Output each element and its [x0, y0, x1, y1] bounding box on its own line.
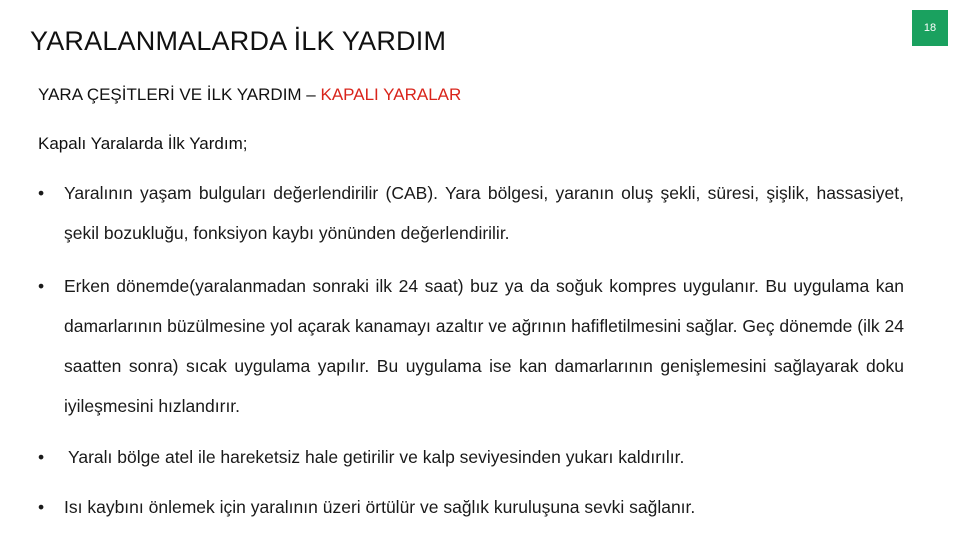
- bullet-text: Erken dönemde(yaralanmadan sonraki ilk 24 saat) buz ya da soğuk kompres uygulanır. Bu uygulama kan damarlarının büzülmesine yol açarak kanamayı azaltır ve ağrının hafifletilmesini sağlar. Geç dönemde (ilk 24 saatten sonra) sıcak uygulama yapılır. Bu uygulama ise kan damarlarının genişlemesini sağlayarak doku iyileşmesini hızlandırır.: [64, 276, 904, 416]
- bullet-text: Yaralının yaşam bulguları değerlendirilir (CAB). Yara bölgesi, yaranın oluş şekli, süresi, şişlik, hassasiyet, şekil bozukluğu, fonksiyon kaybı yönünden değerlendirilir.: [64, 183, 904, 243]
- bullet-item: [38, 487, 904, 527]
- bullet-dot-icon: •: [38, 447, 45, 467]
- bullet-dot-icon: •: [38, 497, 45, 517]
- slide-title: YARALANMALARDA İLK YARDIM: [30, 26, 447, 56]
- bullet-item: [38, 437, 904, 477]
- bullet-dot-icon: •: [38, 276, 45, 296]
- bullet-dot-icon: •: [38, 183, 45, 203]
- subtitle-prefix: YARA ÇEŞİTLERİ VE İLK YARDIM –: [38, 85, 321, 104]
- section-heading: Kapalı Yaralarda İlk Yardım;: [38, 134, 248, 153]
- subtitle-highlight: KAPALI YARALAR: [320, 85, 462, 104]
- page-number-badge: 18: [912, 10, 948, 46]
- bullet-item: [38, 266, 904, 426]
- bullet-text: Yaralı bölge atel ile hareketsiz hale getirilir ve kalp seviyesinden yukarı kaldırılır.: [68, 447, 685, 467]
- bullet-item: [38, 173, 904, 253]
- slide-subtitle: [38, 85, 461, 105]
- bullet-text: Isı kaybını önlemek için yaralının üzeri örtülür ve sağlık kuruluşuna sevki sağlanır.: [64, 497, 696, 517]
